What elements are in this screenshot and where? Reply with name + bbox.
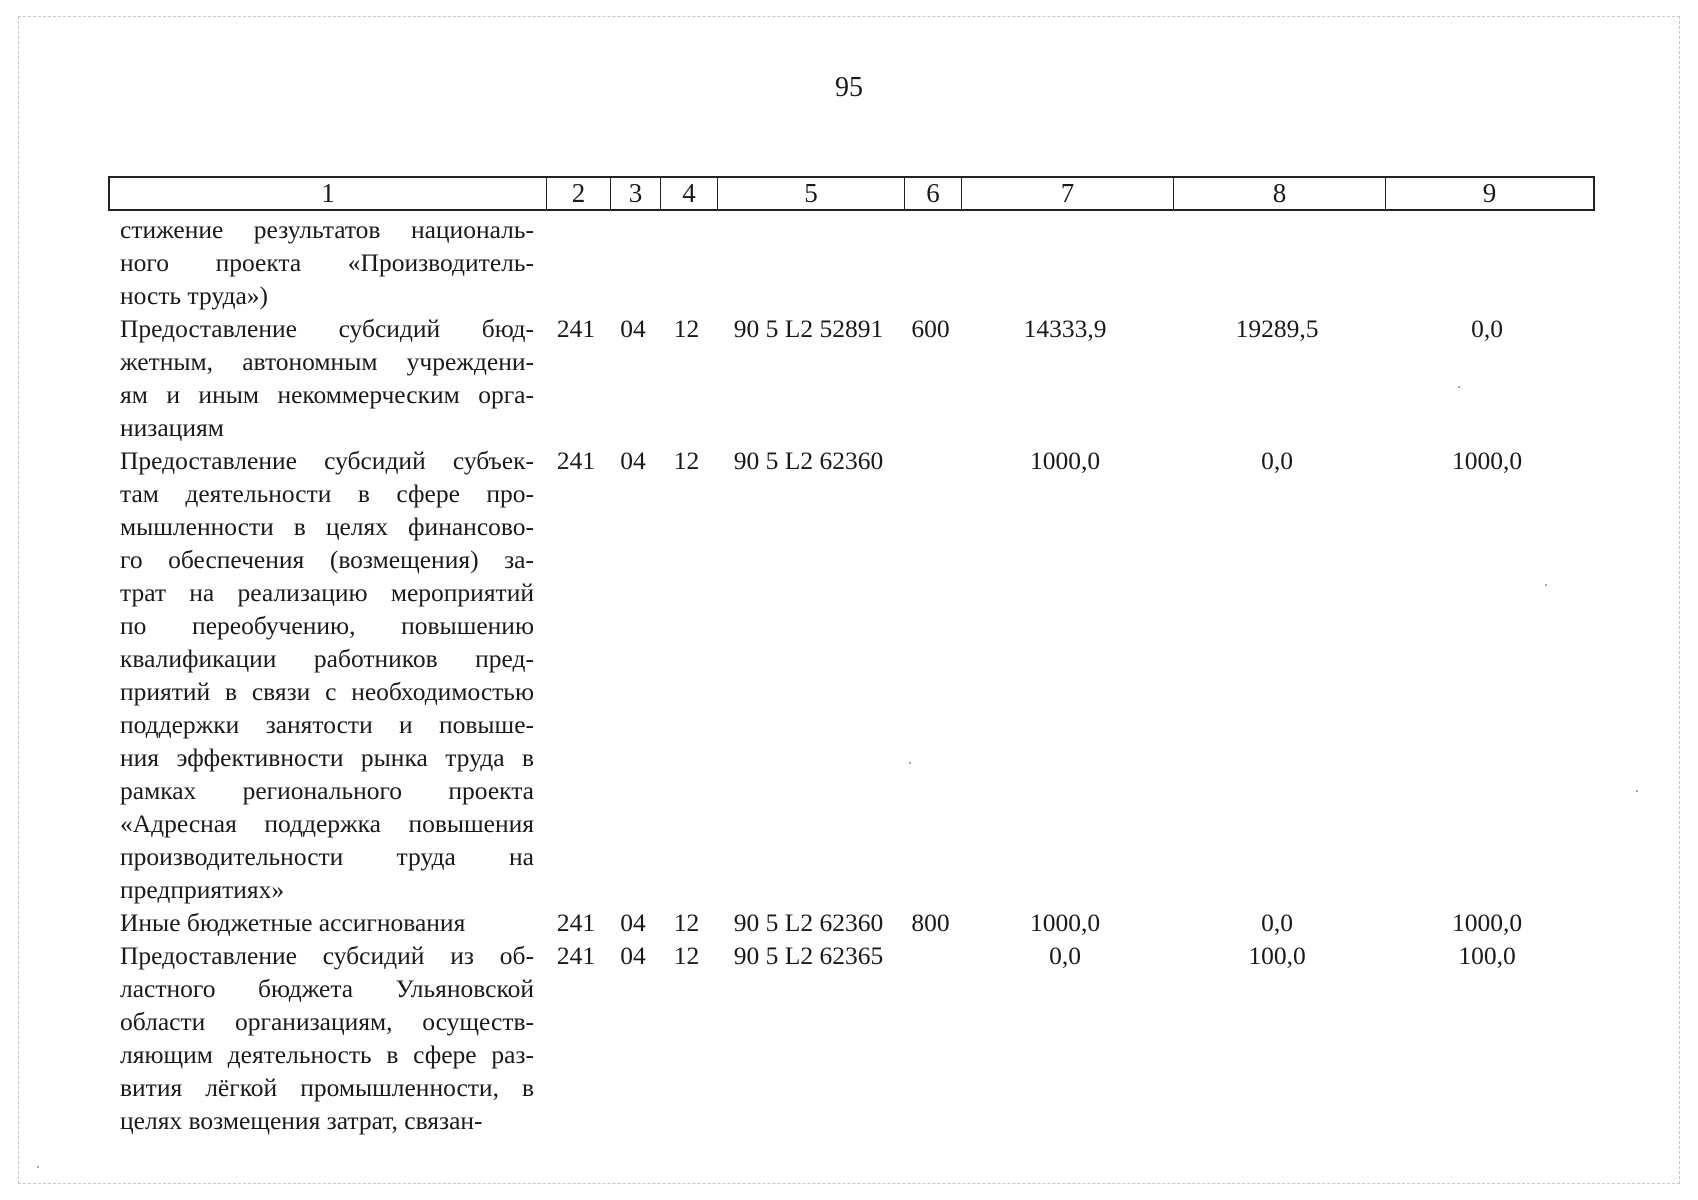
header-col-8: 8 <box>1173 178 1385 209</box>
table-header <box>108 176 1595 211</box>
row-col-8: 100,0 <box>1248 941 1306 970</box>
row-col-6: 800 <box>911 908 950 937</box>
row-col-8: 19289,5 <box>1235 314 1319 343</box>
header-col-4: 4 <box>660 178 717 209</box>
scan-speck <box>1458 386 1460 388</box>
row-col-8: 0,0 <box>1261 446 1293 475</box>
description-line: приятий в связи с необходимостью <box>120 677 534 706</box>
description-line: предприятиях» <box>120 875 285 904</box>
description-line: Иные бюджетные ассигнования <box>120 908 466 937</box>
row-description <box>108 312 544 444</box>
table-row <box>108 444 1591 906</box>
header-col-7: 7 <box>961 178 1173 209</box>
row-col-5: 90 5 L2 52891 <box>733 314 884 343</box>
description-line: стижение результатов националь- <box>120 215 534 244</box>
row-description <box>108 906 544 939</box>
scan-speck <box>37 1166 39 1168</box>
description-line: рамках регионального проекта <box>120 776 534 805</box>
row-col-8: 0,0 <box>1261 908 1293 937</box>
row-col-6: 600 <box>911 314 950 343</box>
description-line: Предоставление субсидий бюд- <box>120 314 534 343</box>
description-line: области организациям, осуществ- <box>120 1007 534 1036</box>
row-col-3: 04 <box>620 314 646 343</box>
description-line: ям и иным некоммерческим орга- <box>120 380 534 409</box>
description-line: жетным, автономным учреждени- <box>120 347 534 376</box>
row-description <box>108 444 544 906</box>
row-col-2: 241 <box>556 908 596 937</box>
row-col-7: 1000,0 <box>1029 446 1101 475</box>
table-row <box>108 312 1591 444</box>
description-line: поддержки занятости и повыше- <box>120 710 534 739</box>
row-col-4: 12 <box>673 941 700 970</box>
row-col-4: 12 <box>673 446 700 475</box>
row-col-7: 14333,9 <box>1023 314 1107 343</box>
description-line: ния эффективности рынка труда в <box>120 743 534 772</box>
description-line: го обеспечения (возмещения) за- <box>120 545 534 574</box>
description-line: производительности труда на <box>120 842 534 871</box>
header-col-6: 6 <box>904 178 961 209</box>
description-line: «Адресная поддержка повышения <box>120 809 534 838</box>
row-col-9: 1000,0 <box>1451 446 1523 475</box>
row-col-7: 0,0 <box>1049 941 1081 970</box>
header-col-9: 9 <box>1385 178 1593 209</box>
row-col-2: 241 <box>556 941 596 970</box>
scan-speck <box>909 762 911 764</box>
row-col-9: 1000,0 <box>1451 908 1523 937</box>
page-number: 95 <box>835 72 863 103</box>
description-line: Предоставление субсидий из об- <box>120 941 534 970</box>
description-line: вития лёгкой промышленности, в <box>120 1073 534 1102</box>
row-col-2: 241 <box>556 446 596 475</box>
table-row <box>108 906 1591 939</box>
description-line: трат на реализацию мероприятий <box>120 578 534 607</box>
row-col-4: 12 <box>673 908 700 937</box>
description-line: ластного бюджета Ульяновской <box>120 974 534 1003</box>
row-description <box>108 213 544 312</box>
row-col-4: 12 <box>673 314 700 343</box>
description-line: ность труда») <box>120 281 269 310</box>
row-col-3: 04 <box>620 446 646 475</box>
description-line: ного проекта «Производитель- <box>120 248 534 277</box>
description-line: целях возмещения затрат, связан- <box>120 1106 483 1135</box>
header-col-2: 2 <box>546 178 610 209</box>
description-line: по переобучению, повышению <box>120 611 534 640</box>
row-col-9: 100,0 <box>1458 941 1516 970</box>
description-line: Предоставление субсидий субъек- <box>120 446 534 475</box>
header-col-3: 3 <box>610 178 660 209</box>
row-col-5: 90 5 L2 62365 <box>733 941 884 970</box>
description-line: низациям <box>120 413 224 442</box>
description-line: квалификации работников пред- <box>120 644 534 673</box>
table-row <box>108 939 1591 1137</box>
description-line: ляющим деятельность в сфере раз- <box>120 1040 534 1069</box>
table-row <box>108 213 1591 312</box>
row-description <box>108 939 544 1137</box>
description-line: мышленности в целях финансово- <box>120 512 534 541</box>
row-col-5: 90 5 L2 62360 <box>733 446 884 475</box>
row-col-7: 1000,0 <box>1029 908 1101 937</box>
header-col-5: 5 <box>717 178 904 209</box>
description-line: там деятельности в сфере про- <box>120 479 534 508</box>
row-col-3: 04 <box>620 908 646 937</box>
row-col-3: 04 <box>620 941 646 970</box>
scan-speck <box>1545 584 1547 586</box>
header-col-1: 1 <box>321 178 335 208</box>
row-col-5: 90 5 L2 62360 <box>733 908 884 937</box>
row-col-2: 241 <box>556 314 596 343</box>
table-body <box>108 213 1591 1137</box>
scan-speck <box>1636 790 1638 792</box>
row-col-9: 0,0 <box>1471 314 1503 343</box>
